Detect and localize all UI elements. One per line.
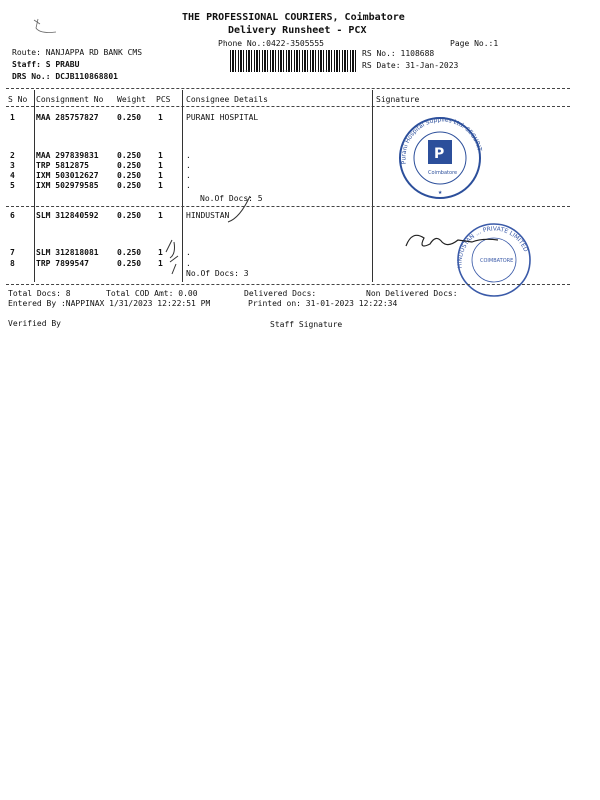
- row-consignee: .: [186, 181, 191, 190]
- stamp-text: Purani Hospital Supplies Ltd. SECURIT: [400, 116, 483, 165]
- row-pcs: 1: [158, 259, 163, 268]
- barcode: [230, 50, 356, 72]
- table-top-rule: [6, 88, 570, 89]
- row-sno: 1: [10, 113, 15, 122]
- rs-number: RS No.: 1108688: [362, 49, 435, 58]
- row-sno: 4: [10, 171, 15, 180]
- group-docs-count: No.Of Docs: 5: [200, 194, 263, 203]
- row-pcs: 1: [158, 181, 163, 190]
- staff-signature-label: Staff Signature: [270, 320, 343, 329]
- row-consignment: SLM 312840592: [36, 211, 99, 220]
- col-header-sno: S No: [8, 95, 28, 104]
- row-pcs: 1: [158, 161, 163, 170]
- row-sno: 5: [10, 181, 15, 190]
- row-consignee: .: [186, 151, 191, 160]
- row-weight: 0.250: [117, 181, 142, 190]
- row-weight: 0.250: [117, 161, 142, 170]
- signature-icon: [402, 226, 502, 256]
- row-consignment: IXM 502979585: [36, 181, 99, 190]
- row-consignee: HINDUSTAN: [186, 211, 230, 220]
- col-header-weight: Weight: [117, 95, 146, 104]
- row-weight: 0.250: [117, 151, 142, 160]
- header-rule: [6, 106, 570, 107]
- row-consignment: MAA 297839831: [36, 151, 99, 160]
- row-consignee: .: [186, 259, 191, 268]
- printed-on: Printed on: 31-01-2023 12:22:34: [248, 299, 398, 308]
- row-sno: 8: [10, 259, 15, 268]
- staff-name: Staff: S PRABU: [12, 60, 80, 69]
- row-pcs: 1: [158, 151, 163, 160]
- svg-text:★: ★: [438, 188, 443, 196]
- delivered-docs: Delivered Docs:: [244, 289, 317, 298]
- tick-mark-icon: [160, 232, 184, 276]
- row-consignee: .: [186, 161, 191, 170]
- phone-number: Phone No.:0422-3505555: [218, 39, 324, 48]
- row-weight: 0.250: [117, 248, 142, 257]
- total-docs: Total Docs: 8: [8, 289, 71, 298]
- drs-number: DRS No.: DCJB110868801: [12, 72, 118, 81]
- company-title: THE PROFESSIONAL COURIERS, Coimbatore: [182, 12, 405, 23]
- row-consignment: SLM 312818081: [36, 248, 99, 257]
- group-rule: [6, 206, 570, 207]
- col-header-consignment: Consignment No: [36, 95, 104, 104]
- row-sno: 6: [10, 211, 15, 220]
- row-pcs: 1: [158, 211, 163, 220]
- non-delivered-docs: Non Delivered Docs:: [366, 289, 458, 298]
- col-separator: [34, 90, 35, 282]
- svg-text:P: P: [434, 146, 445, 162]
- verified-by-label: Verified By: [8, 319, 61, 328]
- row-consignee: .: [186, 248, 191, 257]
- row-consignee: .: [186, 171, 191, 180]
- row-sno: 3: [10, 161, 15, 170]
- row-consignment: TRP 7899547: [36, 259, 89, 268]
- row-pcs: 1: [158, 248, 163, 257]
- stamp-city: COIMBATORE: [480, 258, 514, 264]
- row-weight: 0.250: [117, 113, 142, 122]
- rs-date: RS Date: 31-Jan-2023: [362, 61, 459, 70]
- runsheet-title: Delivery Runsheet - PCX: [228, 25, 367, 36]
- col-header-consignee: Consignee Details: [186, 95, 268, 104]
- security-stamp-icon: [392, 112, 492, 204]
- stamp-city: Coimbatore: [428, 170, 458, 176]
- total-cod-amount: Total COD Amt: 0.00: [106, 289, 198, 298]
- col-header-signature: Signature: [376, 95, 420, 104]
- row-pcs: 1: [158, 113, 163, 122]
- row-consignment: MAA 285757827: [36, 113, 99, 122]
- row-sno: 2: [10, 151, 15, 160]
- tick-mark-icon: [226, 192, 256, 232]
- row-consignment: IXM 503012627: [36, 171, 99, 180]
- row-consignee: PURANI HOSPITAL: [186, 113, 259, 122]
- row-sno: 7: [10, 248, 15, 257]
- entered-by: Entered By :NAPPINAX 1/31/2023 12:22:51 PM: [8, 299, 211, 308]
- stamp-text: HINDUSTAN ... PRIVATE LIMITED: [456, 225, 530, 269]
- row-consignment: TRP 5812875: [36, 161, 89, 170]
- row-weight: 0.250: [117, 211, 142, 220]
- route: Route: NANJAPPA RD BANK CMS: [12, 48, 143, 57]
- pen-mark-icon: [30, 16, 60, 38]
- table-bottom-rule: [6, 284, 570, 285]
- row-weight: 0.250: [117, 171, 142, 180]
- page-number: Page No.:1: [450, 39, 499, 48]
- col-separator: [372, 90, 373, 282]
- col-header-pcs: PCS: [156, 95, 171, 104]
- row-pcs: 1: [158, 171, 163, 180]
- group-docs-count: No.Of Docs: 3: [186, 269, 249, 278]
- row-weight: 0.250: [117, 259, 142, 268]
